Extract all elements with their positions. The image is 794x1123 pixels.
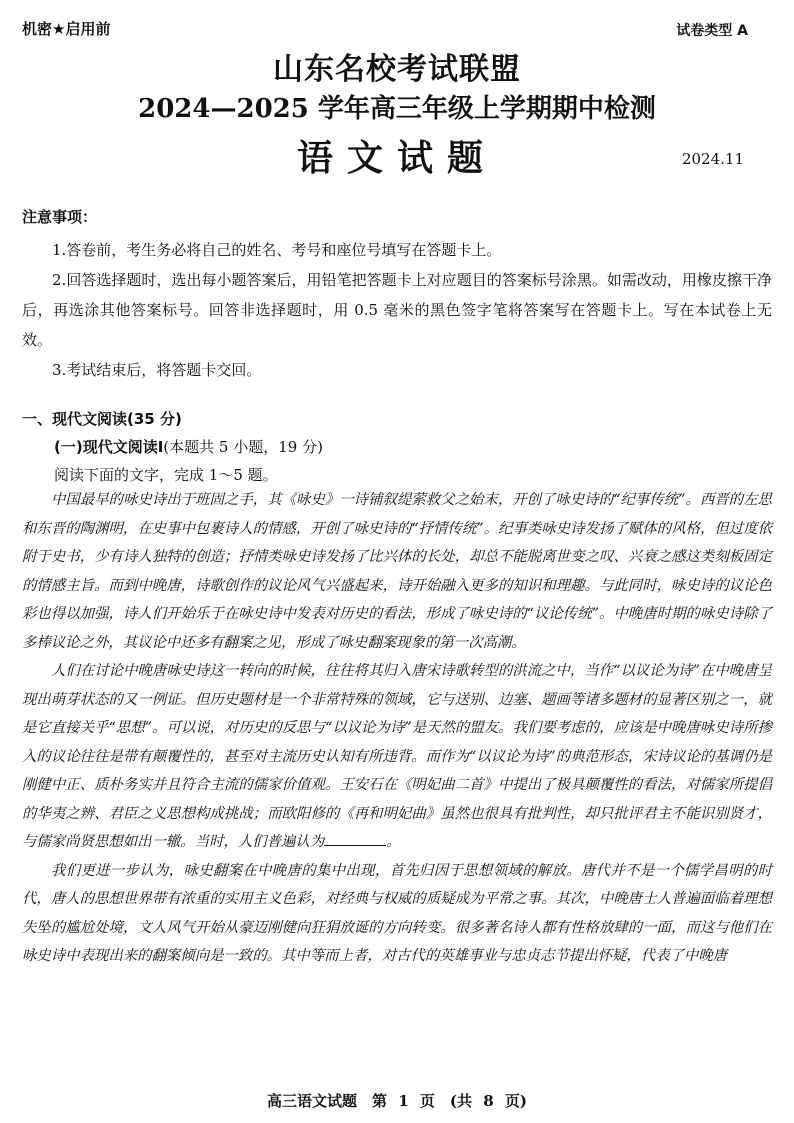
paper-type-label: 试卷类型 A bbox=[676, 23, 748, 39]
subsection-heading bbox=[54, 436, 323, 457]
reading-instruction: 阅读下面的文字，完成 1～5 题。 bbox=[54, 466, 278, 484]
confidential-label: 机密★启用前 bbox=[22, 20, 111, 38]
notice-block bbox=[22, 206, 772, 385]
exam-name-title: 2024—2025 学年高三年级上学期期中检测 bbox=[138, 94, 656, 124]
section-title: 一、现代文阅读(35 分) bbox=[22, 410, 182, 428]
notice-item: 3.考试结束后，将答题卡交回。 bbox=[52, 361, 262, 379]
subsection-title: (一)现代文阅读Ⅰ bbox=[54, 438, 164, 456]
notice-title: 注意事项： bbox=[22, 208, 98, 226]
reading-passage bbox=[22, 486, 772, 971]
notice-item: 1.答卷前，考生务必将自己的姓名、考号和座位号填写在答题卡上。 bbox=[52, 241, 502, 259]
notice-item: 2.回答选择题时，选出每小题答案后，用铅笔把答题卡上对应题目的答案标号涂黑。如需改动，用橡皮擦干净后，再选涂其他答案标号。回答非选择题时，用 0.5 毫米的黑色签字笔将答案写在答题卡上。写在本试卷上无效。 bbox=[22, 271, 772, 349]
exam-union-title: 山东名校考试联盟 bbox=[273, 52, 521, 87]
passage-paragraph-1: 中国最早的咏史诗出于班固之手，其《咏史》一诗铺叙缇萦救父之始末，开创了咏史诗的“纪事传统”。西晋的左思和东晋的陶渊明，在史事中包裹诗人的情感，开创了咏史诗的“抒情传统”。纪事类咏史诗发扬了赋体的风格，但过度依附于史书，少有诗人独特的创造；抒情类咏史诗发扬了比兴体的长处，却总不能脱离世变之叹、兴衰之感这类刻板固定的情感主旨。而到中晚唐，诗歌创作的议论风气兴盛起来，诗开始融入更多的知识和理趣。与此同时，咏史诗的议论色彩也得以加强，诗人们开始乐于在咏史诗中发表对历史的看法，形成了咏史诗的“议论传统”。中晚唐时期的咏史诗除了多棒议论之外，其议论中还多有翻案之见，形成了咏史翻案现象的第一次高潮。 bbox=[22, 492, 772, 651]
passage-paragraph-2 bbox=[22, 657, 772, 857]
exam-date: 2024.11 bbox=[681, 150, 744, 168]
passage-paragraph-3: 我们更进一步认为，咏史翻案在中晚唐的集中出现，首先归因于思想领域的解放。唐代并不是一个儒学昌明的时代，唐人的思想世界带有浓重的实用主义色彩，对经典与权威的质疑成为平常之事。其次，中晚唐士人普遍面临着理想失坠的尴尬处境，文人风气开始从豪迈刚健向狂狷放诞的方向转变。很多著名诗人都有性格放肆的一面，而这与他们在咏史诗中表现出来的翻案倾向是一致的。其中等而上者，对古代的英雄事业与忠贞志节提出怀疑，代表了中晚唐 bbox=[22, 862, 772, 964]
paragraph-2-end: 。 bbox=[386, 834, 401, 850]
subject-title: 语文试题 bbox=[296, 137, 497, 179]
fill-in-blank bbox=[324, 831, 386, 846]
subsection-note: (本题共 5 小题，19 分) bbox=[163, 438, 323, 456]
paragraph-2-text: 人们在讨论中晚唐咏史诗这一转向的时候，往往将其归入唐宋诗歌转型的洪流之中，当作“以议论为诗”在中晚唐呈现出萌芽状态的又一例证。但历史题材是一个非常特殊的领域，它与送别、边塞、题画等诸多题材的显著区别之一，就是它直接关乎“思想”。可以说，对历史的反思与“以议论为诗”是天然的盟友。我们要考虑的，应该是中晚唐咏史诗所掺入的议论往往是带有颠覆性的，甚至对主流历史认知有所违背。而作为“以议论为诗”的典范形态，宋诗议论的基调仍是刚健中正、质朴务实并且符合主流的儒家价值观。王安石在《明妃曲二首》中提出了极具颠覆性的看法，对儒家所提倡的华夷之辨、君臣之义思想构成挑战；而欧阳修的《再和明妃曲》虽然也很具有批判性，却只批评君主不能识别贤才，与儒家尚贤思想如出一辙。当时，人们普遍认为 bbox=[22, 663, 772, 850]
page-footer: 高三语文试题 第 1 页 (共 8 页) bbox=[267, 1092, 527, 1110]
